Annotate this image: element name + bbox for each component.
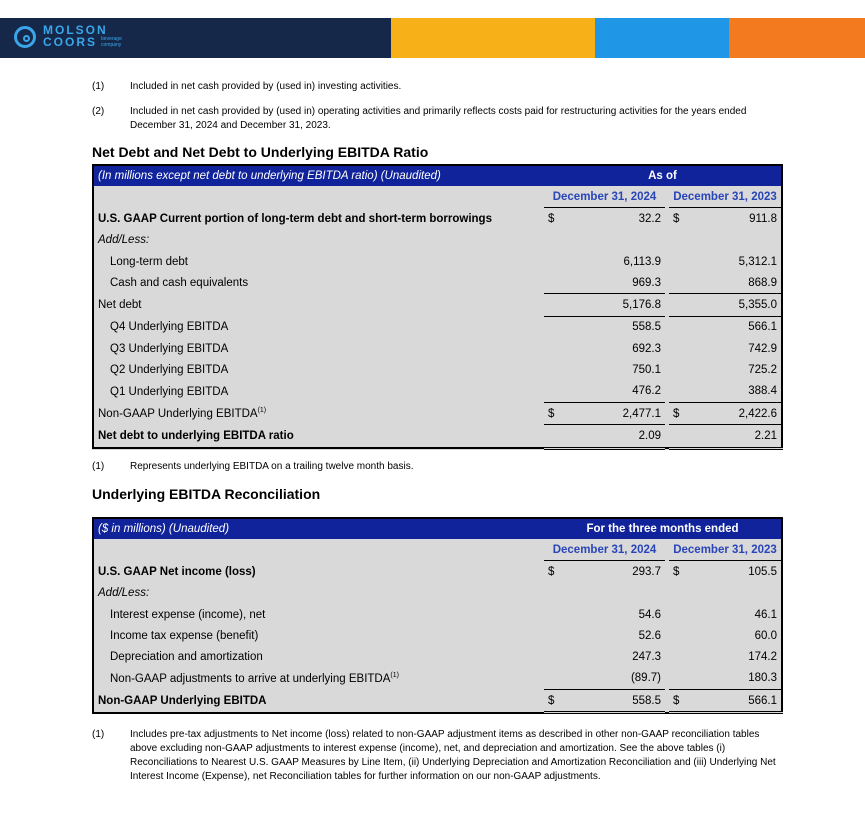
column-dates-row <box>93 539 782 561</box>
header-span: As of <box>544 165 782 186</box>
table-row: U.S. GAAP Net income (loss) $ 293.7 $ 105.5 <box>98 565 777 578</box>
header-span: For the three months ended <box>544 518 782 539</box>
header-label: ($ in millions) (Unaudited) <box>93 518 544 539</box>
top-footnote-1: (1) Included in net cash provided by (used in) investing activities. <box>92 81 402 92</box>
column-date-1: December 31, 2024 <box>544 186 665 208</box>
logo-line-2: COORS <box>43 34 98 49</box>
table-row: Long-term debt 6,113.9 5,312.1 <box>110 255 777 268</box>
table-row: Net debt to underlying EBITDA ratio 2.09 2.21 <box>93 425 782 448</box>
header-banner <box>0 18 865 58</box>
logo-ring-icon <box>14 26 36 48</box>
net-debt-title: Net Debt and Net Debt to Underlying EBITDA Ratio <box>92 144 429 160</box>
ebitda-title: Underlying EBITDA Reconciliation <box>92 486 321 502</box>
table-row: Interest expense (income), net 54.6 46.1 <box>110 608 777 621</box>
ebitda-table <box>92 517 783 714</box>
top-footnote-2: (2) Included in net cash provided by (used in) operating activities and primarily reflects costs paid for restructuring activities for the years ended December 31, 2024 and December 31, 2023. <box>92 106 747 131</box>
net-debt-footnote: (1) Represents underlying EBITDA on a trailing twelve month basis. <box>92 461 414 472</box>
column-date-2: December 31, 2023 <box>669 186 782 208</box>
logo-line-1: MOLSON <box>43 23 108 37</box>
table-row: Q4 Underlying EBITDA 558.5 566.1 <box>110 321 777 334</box>
table-row: Non-GAAP adjustments to arrive at underlying EBITDA$^{(1)}$ (89.7) 180.3 <box>93 668 782 690</box>
table-row: Depreciation and amortization 247.3 174.2 <box>110 651 777 664</box>
header-label: (In millions except net debt to underlying EBITDA ratio) (Unaudited) <box>93 165 544 186</box>
banner-blue-segment <box>595 18 729 58</box>
table-row: Net debt 5,176.8 5,355.0 <box>93 294 782 316</box>
table-row: Non-GAAP Underlying EBITDA $ 558.5 $ 566.1 <box>93 690 782 713</box>
table-row: Non-GAAP Underlying EBITDA$^{(1)}$ $ 2,477.1 $ 2,422.6 <box>93 402 782 424</box>
banner-navy-segment <box>0 18 391 58</box>
table-row: Q1 Underlying EBITDA 476.2 388.4 <box>93 381 782 403</box>
table-header-row <box>93 165 782 186</box>
table-row: Add/Less: <box>98 234 150 247</box>
table-row: U.S. GAAP Current portion of long-term debt and short-term borrowings $ 32.2 $ 911.8 <box>98 212 777 225</box>
table-row: Income tax expense (benefit) 52.6 60.0 <box>110 629 777 642</box>
logo-subtext: beverage company <box>101 36 122 48</box>
table-header-row <box>93 518 782 539</box>
table-row: Cash and cash equivalents 969.3 868.9 <box>93 272 782 294</box>
column-date-1: December 31, 2024 <box>544 539 665 561</box>
company-logo <box>14 25 125 48</box>
column-dates-row <box>93 186 782 208</box>
banner-orange-segment <box>729 18 865 58</box>
table-row: Add/Less: <box>98 587 150 600</box>
net-debt-table <box>92 164 783 450</box>
ebitda-footnote: (1) Includes pre-tax adjustments to Net income (loss) related to non-GAAP adjustment items as described in other non-GAAP reconciliation tables above excluding non-GAAP adjustments to interest expense (income), net, and depreciation and amortization. See the above tables (i) Reconciliations to Nearest U.S. GAAP Measures by Line Item, (ii) Underlying Depreciation and Amortization Reconciliation and (iii) Underlying Net Interest Income (Expense), net Reconciliation tables for further information on our non-GAAP adjustments. <box>92 729 776 782</box>
table-row: Q3 Underlying EBITDA 692.3 742.9 <box>110 342 777 355</box>
banner-gold-segment <box>391 18 595 58</box>
table-row: Q2 Underlying EBITDA 750.1 725.2 <box>110 364 777 377</box>
column-date-2: December 31, 2023 <box>669 539 782 561</box>
